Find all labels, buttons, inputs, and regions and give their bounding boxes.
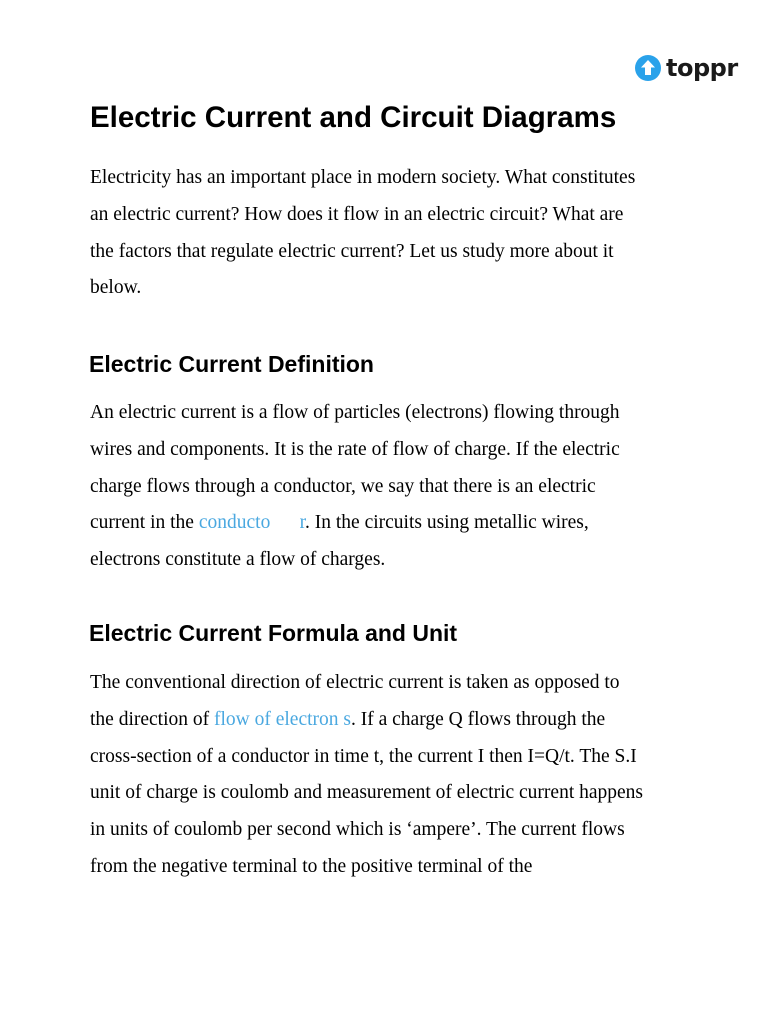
intro-line: Electricity has an important place in modern society. What constitutes: [90, 167, 636, 188]
intro-paragraph: [90, 160, 690, 307]
definition-paragraph: [90, 395, 690, 579]
paragraph-line: The conventional direction of electric current is taken as opposed to: [90, 672, 620, 693]
paragraph-line: An electric current is a flow of particles (electrons) flowing through: [90, 402, 620, 423]
paragraph-line: in units of coulomb per second which is ‘ampere’. The current flows: [90, 819, 625, 841]
intro-line: an electric current? How does it flow in an electric circuit? What are: [90, 203, 624, 225]
line-text: current in the: [90, 512, 199, 534]
paragraph-line: charge flows through a conductor, we say that there is an electric: [90, 475, 596, 497]
section-heading-formula: Electric Current Formula and Unit: [89, 620, 458, 646]
paragraph-line: cross-section of a conductor in time t, the current I then I=Q/t. The S.I: [90, 745, 637, 767]
formula-paragraph: [90, 665, 690, 886]
paragraph-line: from the negative terminal to the positive terminal of the: [90, 855, 533, 877]
line-text: the direction of: [90, 708, 214, 730]
paragraph-line: wires and components. It is the rate of flow of charge. If the electric: [90, 438, 620, 460]
line-text: . In the circuits using metallic wires,: [305, 512, 589, 534]
line-text: . If a charge Q flows through the: [351, 708, 606, 730]
conductor-link[interactable]: conducto r: [198, 512, 305, 534]
paragraph-line: electrons constitute a flow of charges.: [90, 549, 386, 571]
paragraph-line: [90, 702, 690, 739]
intro-line: below.: [90, 277, 142, 299]
flow-of-electrons-link[interactable]: flow of electron s: [214, 708, 351, 730]
intro-line: the factors that regulate electric current? Let us study more about it: [90, 240, 614, 262]
brand-name: toppr: [666, 54, 738, 82]
section-heading-definition: Electric Current Definition: [89, 351, 374, 377]
toppr-logo[interactable]: [634, 54, 738, 82]
toppr-up-arrow-icon: [634, 54, 662, 82]
paragraph-line: [90, 505, 690, 542]
paragraph-line: unit of charge is coulomb and measurement of electric current happens: [90, 782, 644, 804]
page-title: Electric Current and Circuit Diagrams: [90, 101, 617, 134]
